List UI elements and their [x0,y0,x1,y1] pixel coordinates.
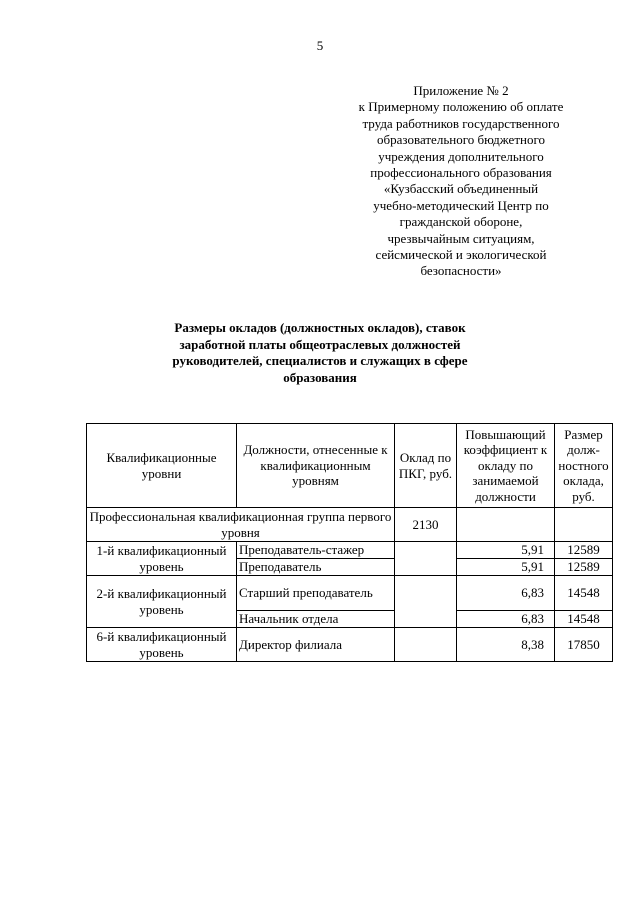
title-line: Размеры окладов (должностных окладов), ставок [174,320,466,335]
table-row [87,576,613,611]
table-header-row [87,424,613,508]
appendix-line: учреждения дополнительного [378,148,544,164]
level-cell: 2-й квалификационный уровень [87,576,237,628]
appendix-line: безопасности» [420,263,502,279]
header-salary-size: Размер долж-ностного оклада, руб. [555,424,613,508]
appendix-line: профессионального образования [370,165,552,181]
level-cell: 6-й квалификационный уровень [87,628,237,662]
appendix-line: гражданской обороне, [399,214,523,230]
document-title [140,320,500,386]
appendix-line: учебно-методический Центр по [373,197,549,213]
salary-size-cell: 14548 [555,611,613,628]
empty-cell [395,576,457,628]
salary-size-cell: 12589 [555,559,613,576]
header-salary: Оклад по ПКГ, руб. [395,424,457,508]
appendix-line: чрезвычайным ситуациям, [387,230,535,246]
coefficient-cell: 5,91 [457,542,555,559]
salary-size-cell: 17850 [555,628,613,662]
coefficient-cell: 5,91 [457,559,555,576]
position-cell: Начальник отдела [237,611,395,628]
coefficient-cell: 6,83 [457,611,555,628]
appendix-line: Приложение № 2 [413,83,509,98]
appendix-line: к Примерному положению об оплате [358,99,564,115]
title-line: заработной платы общеотраслевых должностей [179,336,461,352]
group-salary: 2130 [395,508,457,542]
position-cell: Преподаватель-стажер [237,542,395,559]
empty-cell [457,508,555,542]
title-line: образования [283,369,357,385]
appendix-line: труда работников государственного [362,115,560,131]
header-level: Квалификационные уровни [87,424,237,508]
salary-size-cell: 14548 [555,576,613,611]
coefficient-cell: 6,83 [457,576,555,611]
title-line: руководителей, специалистов и служащих в сфере [172,353,468,368]
empty-cell [395,542,457,576]
position-cell: Старший преподаватель [237,576,395,611]
position-cell: Преподаватель [237,559,395,576]
empty-cell [555,508,613,542]
appendix-line: сейсмической и экологической [375,247,547,263]
salary-size-cell: 12589 [555,542,613,559]
empty-cell [395,628,457,662]
salary-table [86,423,613,662]
table-row [87,542,613,559]
level-cell: 1-й квалификационный уровень [87,542,237,576]
position-cell: Директор филиала [237,628,395,662]
page-number: 5 [316,38,324,53]
table-row [87,628,613,662]
header-coefficient: Повышающий коэффициент к окладу по занимаемой должности [457,424,555,508]
group-row [87,508,613,542]
appendix-header [336,83,586,280]
appendix-line: образовательного бюджетного [377,132,545,148]
header-positions: Должности, отнесенные к квалификационным уровням [237,424,395,508]
coefficient-cell: 8,38 [457,628,555,662]
appendix-line: «Кузбасский объединенный [383,181,539,197]
group-label: Профессиональная квалификационная группа первого уровня [87,508,395,542]
